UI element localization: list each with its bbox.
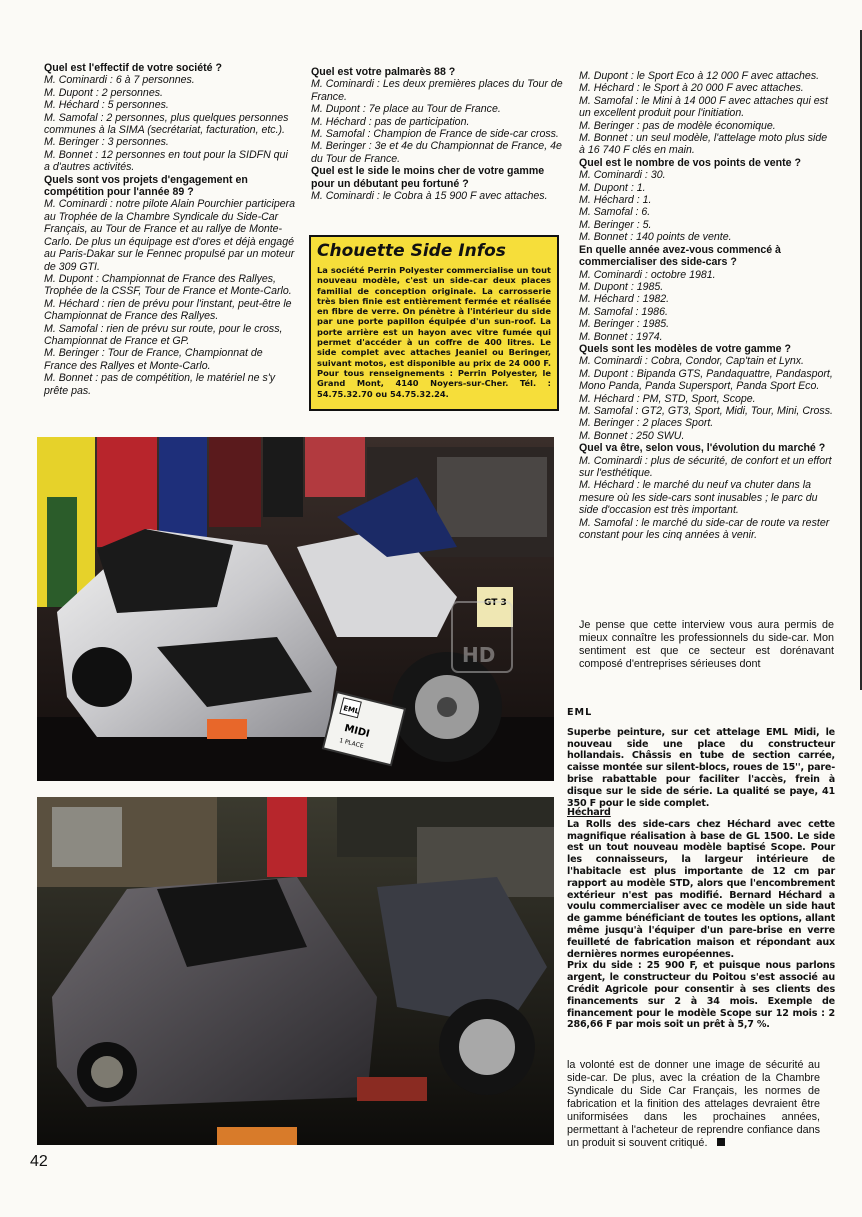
answer: M. Dupont : 1985. bbox=[579, 280, 664, 293]
answer: M. Samofal : Champion de France de side-car cross. bbox=[311, 128, 559, 141]
photo-hechard-scope bbox=[37, 797, 554, 1145]
photo1-tag: GT 3 bbox=[484, 598, 507, 608]
conclusion-part-1 bbox=[579, 619, 834, 671]
answer: M. Samofal : 6. bbox=[579, 206, 651, 219]
page-number: 42 bbox=[30, 1153, 48, 1170]
answer: M. Cominardi : 30. bbox=[579, 169, 666, 182]
column-2 bbox=[311, 66, 563, 202]
answer: M. Samofal : le Mini à 14 000 F avec attaches qui est un excellent produit pour l'initiation. bbox=[579, 94, 828, 120]
answer: M. Héchard : 5 personnes. bbox=[44, 99, 169, 112]
caption-hechard bbox=[567, 807, 835, 1031]
answer: M. Bonnet : 12 personnes en tout pour la SIDFN qui a d'autres activités. bbox=[44, 148, 288, 174]
answer: M. Bonnet : un seul modèle, l'attelage moto plus side à 16 740 F clés en main. bbox=[579, 132, 828, 157]
photo-eml-illustration bbox=[37, 437, 554, 781]
answer: M. Dupont : 2 personnes. bbox=[44, 86, 163, 99]
conclusion-text-2: la volonté est de donner une image de sécurité au side-car. De plus, avec la création de la Chambre Syndicale du Side Car Français, les normes de fabrication et la finition des attelages devraient être uniformisées dans les prochaines années, permettant à l'acheteur de reprendre confiance dans un produit si souvent critiqué. bbox=[567, 1059, 820, 1149]
question: Quel est votre palmarès 88 ? bbox=[311, 66, 456, 78]
answer: M. Samofal : le marché du side-car de route va rester constant pour les cinq années à venir. bbox=[579, 516, 830, 542]
caption-eml bbox=[567, 707, 835, 809]
answer: M. Cominardi : octobre 1981. bbox=[579, 268, 716, 281]
answer: M. Beringer : Tour de France, Championnat de France des Rallyes et Monte-Carlo. bbox=[44, 347, 263, 372]
answer: M. Beringer : 3e et 4e du Championnat de France, 4e du Tour de France. bbox=[311, 140, 562, 165]
photo1-plate-brand: EML bbox=[342, 704, 361, 716]
answer: M. Beringer : 3 personnes. bbox=[44, 136, 169, 149]
answer: M. Cominardi : 6 à 7 personnes. bbox=[44, 74, 195, 87]
answer: M. Dupont : Championnat de France des Rallyes, Trophée de la CSSF, Tour de France et Monte-Carlo. bbox=[44, 272, 292, 298]
answer: M. Beringer : pas de modèle économique. bbox=[579, 119, 776, 132]
hechard-text-1: La Rolls des side-cars chez Héchard avec cette magnifique réalisation à base de GL 1500. Le side est un tout nouveau modèle baptisé Scope. Pour les connaisseurs, la largeur intérieure de l'habitacle est plus importante de 12 cm par rapport au modèle STD, alors que l'encombrement extérieur n'est pas modifié. Bernard Héchard a voulu commercialiser avec ce modèle un side haut de gamme bénéficiant de toutes les options, allant même jusqu'à l'équiper d'un pare-brise en verre feuilleté de fabrication maison et répondant aux dernières normes européennes. bbox=[567, 818, 835, 960]
answer: M. Samofal : GT2, GT3, Sport, Midi, Tour, Mini, Cross. bbox=[579, 404, 833, 417]
column-3 bbox=[579, 70, 834, 541]
answer: M. Beringer : 2 places Sport. bbox=[579, 417, 714, 430]
answer: M. Héchard : le marché du neuf va chuter dans la mesure où les side-cars sont inusables ; le parc du side d'occasion est très important. bbox=[579, 479, 818, 517]
chouette-side-infos-box bbox=[309, 235, 559, 411]
answer: M. Dupont : Bipanda GTS, Pandaquattre, Pandasport, Mono Panda, Panda Supersport, Panda Sport Eco. bbox=[579, 367, 833, 393]
column-1 bbox=[44, 62, 296, 397]
answer: M. Dupont : le Sport Eco à 12 000 F avec attaches. bbox=[579, 70, 820, 82]
answer: M. Cominardi : Cobra, Condor, Cap'tain et Lynx. bbox=[579, 355, 804, 368]
answer: M. Dupont : 1. bbox=[579, 181, 646, 194]
answer: M. Héchard : le Sport à 20 000 F avec attaches. bbox=[579, 82, 804, 95]
question: Quel est le side le moins cher de votre gamme pour un débutant peu fortuné ? bbox=[311, 165, 545, 190]
answer: M. Héchard : rien de prévu pour l'instant, peut-être le Championnat de France des Rallyes. bbox=[44, 297, 292, 323]
hechard-heading: Héchard bbox=[567, 807, 611, 818]
photo1-plate-sub: 1 PLACE bbox=[338, 737, 365, 750]
answer: M. Cominardi : Les deux premières places du Tour de France. bbox=[311, 78, 563, 103]
answer: M. Cominardi : plus de sécurité, de confort et un effort sur l'esthétique. bbox=[579, 454, 832, 479]
answer: M. Bonnet : 140 points de vente. bbox=[579, 231, 732, 244]
question: Quel est l'effectif de votre société ? bbox=[44, 62, 222, 74]
box-body: La société Perrin Polyester commercialise un tout nouveau modèle, c'est un side-car deux places familial de conception originale. La carrosserie très bien finie est entièrement fermée et réalisée en fibre de verre. On pénètre à l'intérieur du side par une porte papillon équipée d'un sun-roof. La porte arrière est un hayon avec vitre fumée qui permet d'accéder à un coffre de 400 litres. Le side complet avec attaches Jeaniel ou Beringer, suivant motos, est disponible au prix de 24 000 F. Pour tous renseignements : Perrin Polyester, le Grand Mont, 4140 Noyers-sur-Cher. Tél. : 54.75.32.70 ou 54.75.32.24. bbox=[317, 265, 551, 399]
answer: M. Héchard : 1. bbox=[579, 194, 652, 207]
answer: M. Samofal : 1986. bbox=[579, 305, 668, 318]
eml-text: Superbe peinture, sur cet attelage EML Midi, le nouveau side une place du constructeur hollandais. Châssis en tube de section carrée, caisse montée sur silent-blocs, roues de 15'', pare-brise rabattable pour faciliter l'accès, frein à disque sur le side de série. La qualité se paye, 41 350 F pour le side complet. bbox=[567, 726, 835, 809]
answer: M. Bonnet : 250 SWU. bbox=[579, 429, 685, 442]
answer: M. Samofal : 2 personnes, plus quelques personnes communes à la SIMA (secrétariat, facturation, etc.). bbox=[44, 111, 289, 137]
hechard-text-2: Prix du side : 25 900 F, et puisque nous parlons argent, le constructeur du Poitou s'est associé au Crédit Agricole pour consentir à ses clients des financements sur 2 à 34 mois. Exemple de financement pour le modèle Scope sur 12 mois : 2 286,66 F par mois soit un prêt à 5,7 %. bbox=[567, 960, 835, 1031]
question: Quels sont les modèles de votre gamme ? bbox=[579, 342, 791, 355]
answer: M. Samofal : rien de prévu sur route, pour le cross, Championnat de France et GP. bbox=[44, 322, 283, 347]
answer: M. Héchard : PM, STD, Sport, Scope. bbox=[579, 392, 756, 405]
eml-heading: EML bbox=[567, 707, 593, 718]
answer: M. Beringer : 1985. bbox=[579, 318, 670, 331]
answer: M. Bonnet : 1974. bbox=[579, 330, 663, 343]
conclusion-text-1: Je pense que cette interview vous aura permis de mieux connaître les professionnels du side-car. Mon sentiment est que ce secteur est dorénavant composé d'entreprises sérieuses dont bbox=[579, 619, 834, 670]
question: Quels sont vos projets d'engagement en compétition pour l'année 89 ? bbox=[44, 173, 248, 199]
answer: M. Bonnet : pas de compétition, le matériel ne s'y prête pas. bbox=[44, 372, 276, 397]
conclusion-part-2 bbox=[567, 1059, 820, 1150]
question: En quelle année avez-vous commencé à commercialiser des side-cars ? bbox=[579, 243, 781, 269]
question: Quel est le nombre de vos points de vente ? bbox=[579, 156, 801, 169]
answer: M. Beringer : 5. bbox=[579, 218, 652, 231]
answer: M. Dupont : 7e place au Tour de France. bbox=[311, 103, 501, 116]
question: Quel va être, selon vous, l'évolution du marché ? bbox=[579, 442, 826, 455]
answer: M. Héchard : pas de participation. bbox=[311, 115, 470, 128]
photo1-watermark: HD bbox=[462, 643, 496, 667]
answer: M. Cominardi : notre pilote Alain Pourchier participera au Trophée de la Chambre Syndicale du Side-Car Français, au Tour de France et au rallye de Monte-Carlo. De plus un équipage est d'ores et déjà engagé au Paris-Dakar sur le Fennec propulsé par un moteur de 309 GTI. bbox=[44, 198, 296, 273]
end-mark bbox=[717, 1138, 725, 1146]
box-title: Chouette Side Infos bbox=[317, 241, 506, 261]
photo-eml-midi bbox=[37, 437, 554, 781]
answer: M. Cominardi : le Cobra à 15 900 F avec attaches. bbox=[311, 190, 548, 203]
photo1-plate-model: MIDI bbox=[343, 723, 371, 740]
answer: M. Héchard : 1982. bbox=[579, 293, 670, 306]
photo-hechard-illustration bbox=[37, 797, 554, 1145]
